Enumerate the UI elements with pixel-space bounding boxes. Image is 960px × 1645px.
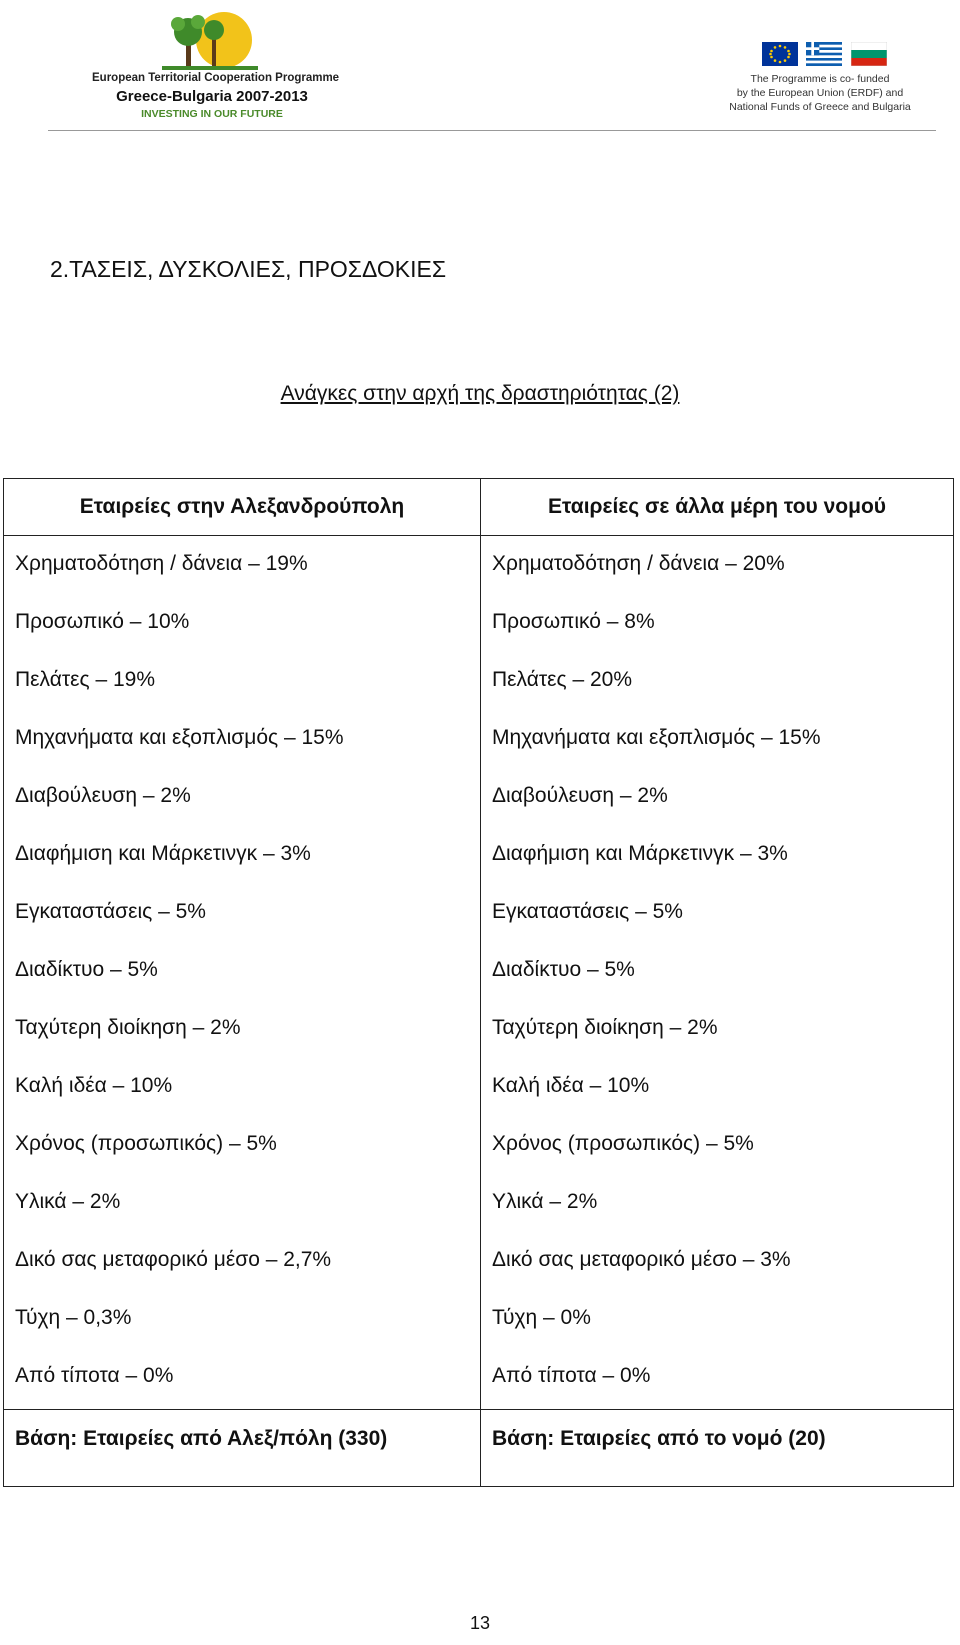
needs-table (3, 478, 954, 1487)
eu-flag-icon (762, 42, 798, 66)
cofund-line-1: The Programme is co- funded (750, 73, 890, 85)
list-item: Εγκαταστάσεις – 5% (15, 900, 206, 923)
list-item: Υλικά – 2% (492, 1190, 598, 1213)
tree-sun-icon (162, 10, 258, 72)
list-item: Καλή ιδέα – 10% (492, 1074, 650, 1097)
column-divider (480, 479, 481, 1486)
list-item: Μηχανήματα και εξοπλισμός – 15% (15, 726, 344, 749)
list-item: Χρόνος (προσωπικός) – 5% (15, 1132, 277, 1155)
list-item: Διαβούλευση – 2% (492, 784, 668, 807)
programme-name: European Territorial Cooperation Programme (92, 72, 340, 84)
header-alexandroupoli: Εταιρείες στην Αλεξανδρούπολη (79, 495, 405, 518)
list-item: Ταχύτερη διοίκηση – 2% (492, 1016, 718, 1039)
list-item: Υλικά – 2% (15, 1190, 121, 1213)
programme-slogan: INVESTING IN OUR FUTURE (141, 108, 283, 120)
list-item: Από τίποτα – 0% (15, 1364, 174, 1387)
footer-base-alexandroupoli: Βάση: Εταιρείες από Αλεξ/πόλη (330) (15, 1427, 388, 1450)
cofund-line-3: National Funds of Greece and Bulgaria (729, 101, 911, 113)
list-item: Μηχανήματα και εξοπλισμός – 15% (492, 726, 821, 749)
page-number: 13 (469, 1613, 491, 1633)
list-item: Χρηματοδότηση / δάνεια – 19% (15, 552, 308, 575)
list-item: Εγκαταστάσεις – 5% (492, 900, 683, 923)
list-item: Διαφήμιση και Μάρκετινγκ – 3% (15, 842, 311, 865)
programme-logo (92, 10, 340, 122)
list-item: Χρηματοδότηση / δάνεια – 20% (492, 552, 785, 575)
list-item: Τύχη – 0,3% (15, 1306, 132, 1329)
alexandroupoli-list (15, 535, 344, 1405)
flags-row (762, 42, 891, 68)
list-item: Διαδίκτυο – 5% (492, 958, 635, 981)
section-title: 2.ΤΑΣΕΙΣ, ΔΥΣΚΟΛΙΕΣ, ΠΡΟΣΔΟΚΙΕΣ (50, 256, 447, 282)
other-areas-list (492, 535, 821, 1405)
bulgaria-flag-icon (851, 42, 887, 66)
list-item: Πελάτες – 20% (492, 668, 633, 691)
list-item: Δικό σας μεταφορικό μέσο – 2,7% (15, 1248, 332, 1271)
page-header (0, 0, 960, 132)
list-item: Ταχύτερη διοίκηση – 2% (15, 1016, 241, 1039)
cofund-line-2: by the European Union (ERDF) and (736, 87, 904, 99)
cofunding-block (720, 38, 920, 122)
list-item: Τύχη – 0% (492, 1306, 591, 1329)
list-item: Προσωπικό – 8% (492, 610, 655, 633)
list-item: Διαδίκτυο – 5% (15, 958, 158, 981)
header-divider (48, 130, 936, 131)
list-item: Χρόνος (προσωπικός) – 5% (492, 1132, 754, 1155)
list-item: Πελάτες – 19% (15, 668, 156, 691)
greece-flag-icon (806, 42, 842, 66)
list-item: Προσωπικό – 10% (15, 610, 190, 633)
footer-base-prefecture: Βάση: Εταιρείες από το νομό (20) (492, 1427, 826, 1450)
list-item: Καλή ιδέα – 10% (15, 1074, 173, 1097)
cofunding-text (720, 72, 920, 114)
list-item: Δικό σας μεταφορικό μέσο – 3% (492, 1248, 791, 1271)
list-item: Διαβούλευση – 2% (15, 784, 191, 807)
table-subtitle: Ανάγκες στην αρχή της δραστηριότητας (2) (280, 382, 680, 405)
header-other-areas: Εταιρείες σε άλλα μέρη του νομού (547, 495, 887, 518)
programme-region: Greece-Bulgaria 2007-2013 (116, 88, 308, 105)
list-item: Από τίποτα – 0% (492, 1364, 651, 1387)
list-item: Διαφήμιση και Μάρκετινγκ – 3% (492, 842, 788, 865)
